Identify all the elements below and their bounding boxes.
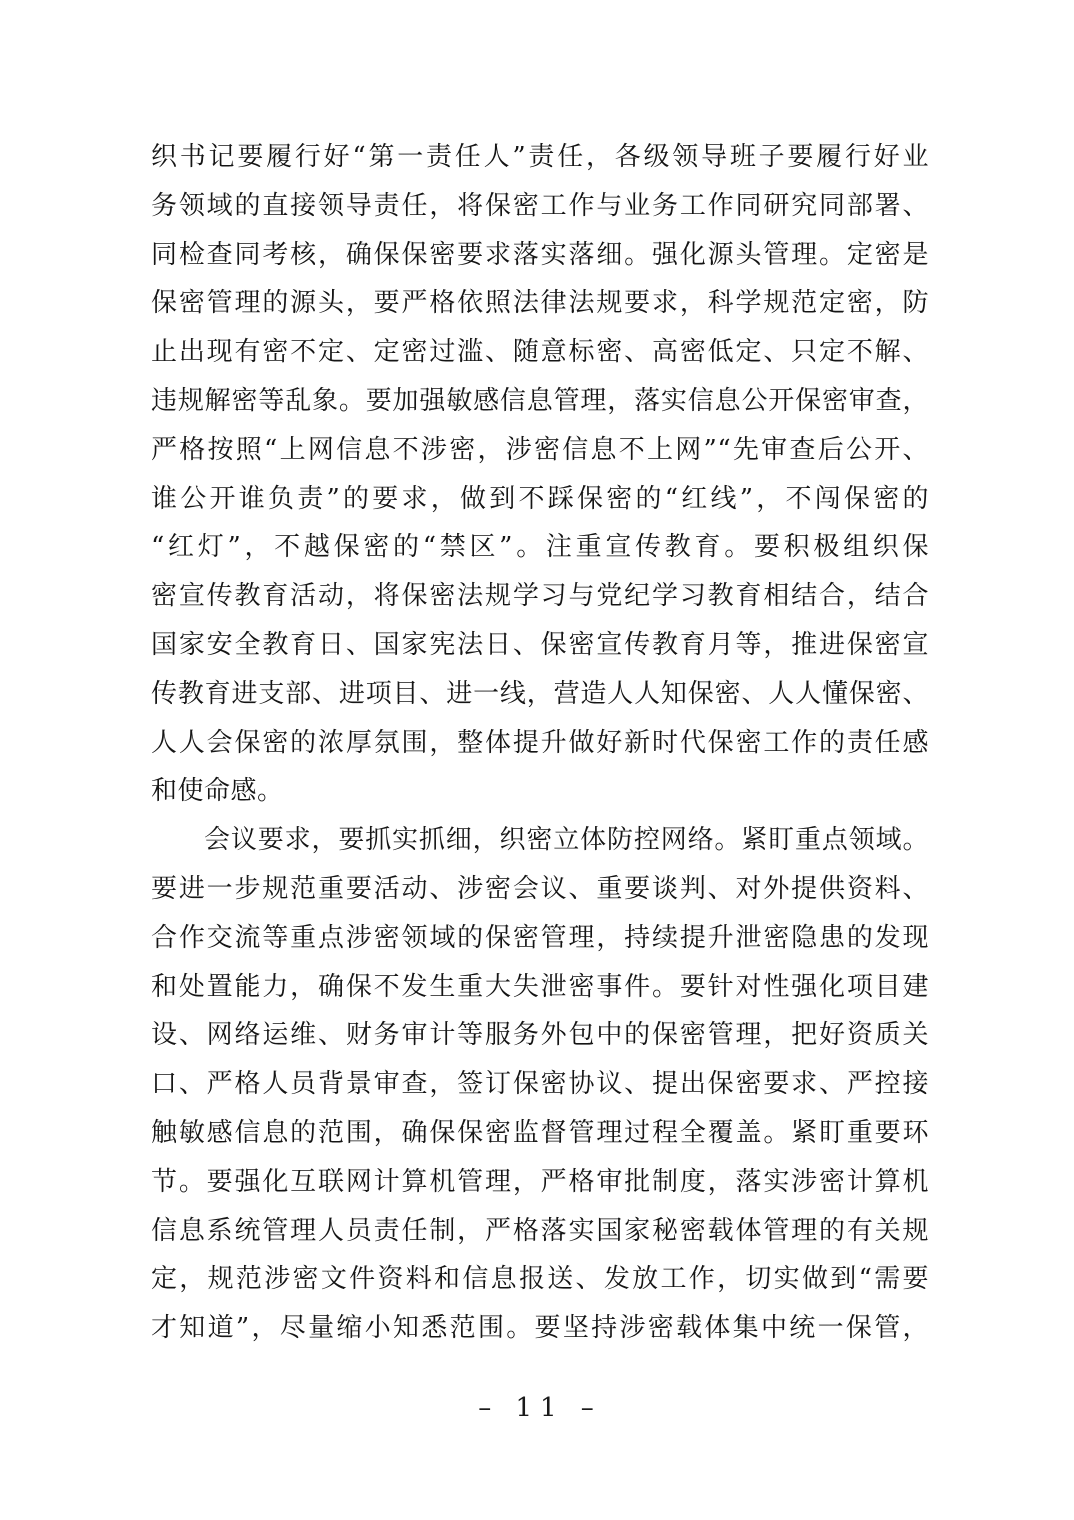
text-line: 设、网络运维、财务审计等服务外包中的保密管理，把好资质关 (151, 1020, 929, 1051)
text-line: 合作交流等重点涉密领域的保密管理，持续提升泄密隐患的发现 (151, 922, 929, 953)
text-line: 保密管理的源头，要严格依照法律法规要求，科学规范定密，防 (151, 288, 929, 319)
text-line: 和处置能力，确保不发生重大失泄密事件。要针对性强化项目建 (151, 971, 929, 1002)
text-line: 口、严格人员背景审查，签订保密协议、提出保密要求、严控接 (151, 1069, 929, 1100)
text-line: 信息系统管理人员责任制，严格落实国家秘密载体管理的有关规 (151, 1215, 929, 1246)
text-line: 传教育进支部、进项目、进一线，营造人人知保密、人人懂保密、 (151, 678, 929, 709)
text-line: 会议要求，要抓实抓细，织密立体防控网络。紧盯重点领域。 (204, 825, 929, 856)
text-line: 违规解密等乱象。要加强敏感信息管理，落实信息公开保密审查， (151, 385, 929, 416)
text-line: 国家安全教育日、国家宪法日、保密宣传教育月等，推进保密宣 (151, 629, 929, 660)
text-line: 止出现有密不定、定密过滥、随意标密、高密低定、只定不解、 (151, 337, 929, 368)
page-number: – 11 – (478, 1393, 602, 1423)
text-line: 严格按照“上网信息不涉密，涉密信息不上网”“先审查后公开、 (151, 434, 929, 465)
text-line: 才知道”，尽量缩小知悉范围。要坚持涉密载体集中统一保管， (151, 1313, 929, 1344)
text-line: 节。要强化互联网计算机管理，严格审批制度，落实涉密计算机 (151, 1166, 929, 1197)
text-line: “红灯”，不越保密的“禁区”。注重宣传教育。要积极组织保 (151, 532, 929, 563)
text-line: 务领域的直接领导责任，将保密工作与业务工作同研究同部署、 (151, 190, 929, 221)
text-line: 谁公开谁负责”的要求，做到不踩保密的“红线”，不闯保密的 (151, 483, 929, 514)
text-line: 和使命感。 (151, 776, 284, 807)
text-line: 触敏感信息的范围，确保保密监督管理过程全覆盖。紧盯重要环 (151, 1117, 929, 1148)
page-body (151, 133, 929, 1353)
text-line: 同检查同考核，确保保密要求落实落细。强化源头管理。定密是 (151, 239, 929, 270)
text-line: 密宣传教育活动，将保密法规学习与党纪学习教育相结合，结合 (151, 581, 929, 612)
text-line: 人人会保密的浓厚氛围，整体提升做好新时代保密工作的责任感 (151, 727, 929, 758)
text-line: 要进一步规范重要活动、涉密会议、重要谈判、对外提供资料、 (151, 873, 929, 904)
text-line: 织书记要履行好“第一责任人”责任，各级领导班子要履行好业 (151, 142, 929, 172)
text-line: 定，规范涉密文件资料和信息报送、发放工作，切实做到“需要 (151, 1264, 929, 1295)
